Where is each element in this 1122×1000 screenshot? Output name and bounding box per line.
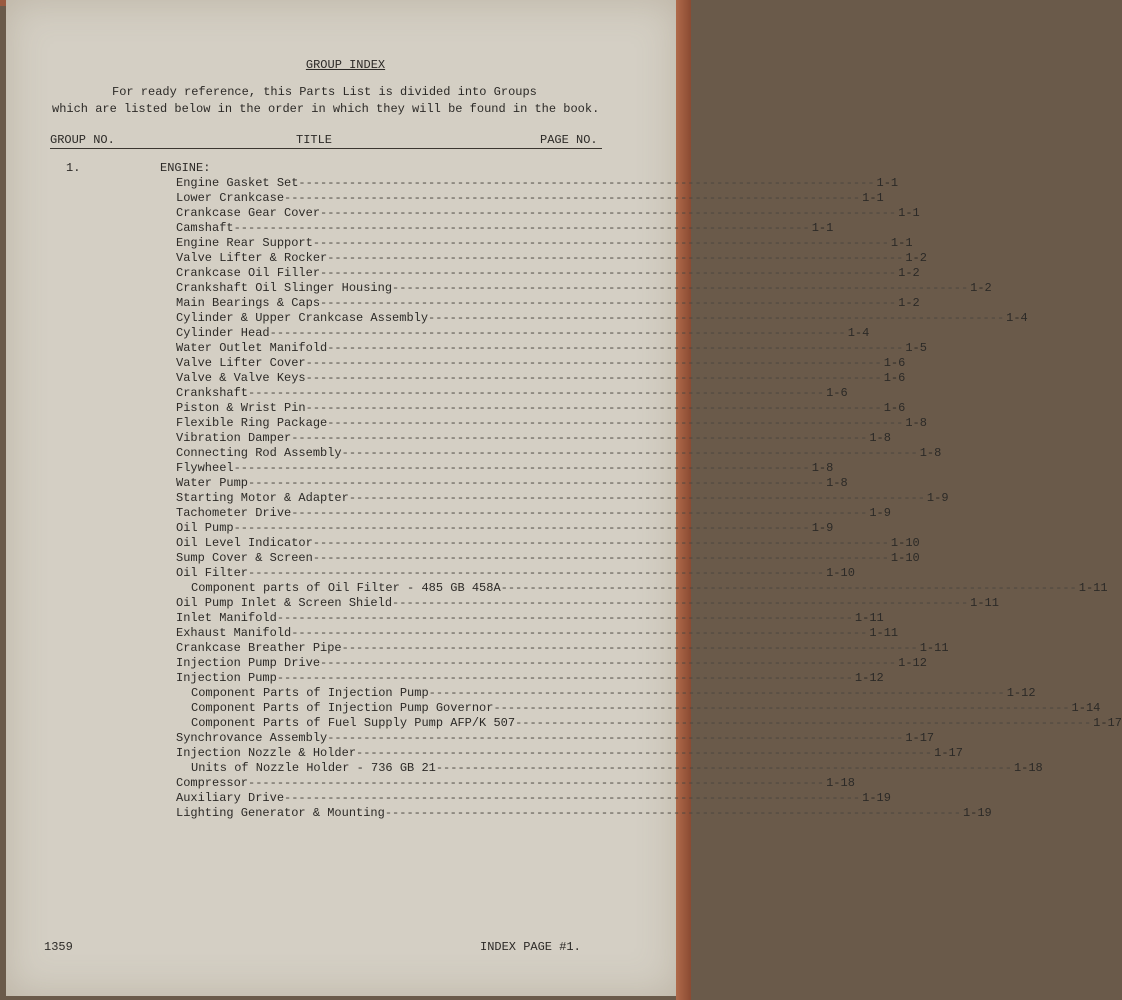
leader-dashes: --------------------------------------------------------------------------------	[291, 431, 868, 445]
leader-dashes: --------------------------------------------------------------------------------	[341, 641, 918, 655]
footer-index-page: INDEX PAGE #1.	[480, 940, 581, 954]
leader-dashes: --------------------------------------------------------------------------------	[269, 326, 846, 340]
index-entries	[176, 176, 1122, 821]
entry-title: Oil Filter	[176, 566, 249, 580]
leader-dashes: --------------------------------------------------------------------------------	[348, 491, 925, 505]
entry-page: 1-10	[890, 536, 920, 550]
leader-dashes: --------------------------------------------------------------------------------	[276, 671, 853, 685]
entry-page: 1-1	[898, 206, 920, 220]
entry-page: 1-4	[847, 326, 870, 340]
leader-dashes: --------------------------------------------------------------------------------	[312, 236, 889, 250]
entry-title: Oil Pump	[176, 521, 234, 535]
entry-page: 1-10	[890, 551, 920, 565]
leader-dashes: --------------------------------------------------------------------------------	[276, 611, 853, 625]
leader-dashes: --------------------------------------------------------------------------------	[320, 206, 897, 220]
entry-page: 1-6	[883, 371, 906, 385]
intro-line-2: which are listed below in the order in which they will be found in the book.	[52, 102, 600, 116]
index-entry	[176, 506, 891, 521]
index-entry	[176, 431, 891, 446]
leader-dashes: --------------------------------------------------------------------------------	[500, 581, 1077, 595]
entry-title: Cylinder Head	[176, 326, 270, 340]
entry-page: 1-2	[898, 296, 920, 310]
index-entry	[176, 746, 963, 761]
leader-dashes: --------------------------------------------------------------------------------	[312, 551, 889, 565]
index-entry	[176, 761, 1043, 776]
entry-title: Exhaust Manifold	[176, 626, 292, 640]
index-entry	[176, 671, 884, 686]
index-entry	[176, 536, 920, 551]
entry-page: 1-12	[1006, 686, 1036, 700]
index-entry	[176, 581, 1108, 596]
entry-title: Inlet Manifold	[176, 611, 277, 625]
entry-title: Component Parts of Injection Pump Governor	[191, 701, 494, 715]
footer-doc-number: 1359	[44, 940, 73, 954]
index-entry	[176, 386, 848, 401]
entry-title: Water Pump	[176, 476, 249, 490]
entry-title: Engine Rear Support	[176, 236, 313, 250]
leader-dashes: --------------------------------------------------------------------------------	[305, 356, 882, 370]
entry-title: Synchrovance Assembly	[176, 731, 328, 745]
index-entry	[176, 311, 1028, 326]
header-title: TITLE	[296, 133, 333, 147]
leader-dashes: --------------------------------------------------------------------------------	[320, 266, 897, 280]
index-entry	[176, 566, 855, 581]
entry-page: 1-1	[811, 221, 834, 235]
entry-page: 1-18	[826, 776, 855, 790]
entry-title: Connecting Rod Assembly	[176, 446, 342, 460]
leader-dashes: --------------------------------------------------------------------------------	[428, 686, 1005, 700]
leader-dashes: --------------------------------------------------------------------------------	[305, 401, 882, 415]
index-entry	[176, 686, 1036, 701]
index-entry	[176, 176, 899, 191]
intro-line-1: For ready reference, this Parts List is divided into Groups	[112, 85, 537, 99]
leader-dashes: --------------------------------------------------------------------------------	[384, 806, 961, 820]
leader-dashes: --------------------------------------------------------------------------------	[305, 371, 882, 385]
entry-title: Vibration Damper	[176, 431, 292, 445]
entry-page: 1-11	[854, 611, 884, 625]
index-entry	[176, 251, 927, 266]
leader-dashes: --------------------------------------------------------------------------------	[515, 716, 1092, 730]
index-entry	[176, 356, 906, 371]
index-entry	[176, 296, 920, 311]
entry-page: 1-8	[905, 416, 927, 430]
leader-dashes: --------------------------------------------------------------------------------	[291, 626, 868, 640]
entry-page: 1-12	[898, 656, 927, 670]
entry-title: Valve Lifter Cover	[176, 356, 306, 370]
entry-page: 1-10	[826, 566, 855, 580]
leader-dashes: --------------------------------------------------------------------------------	[298, 176, 875, 190]
entry-title: Engine Gasket Set	[176, 176, 299, 190]
entry-page: 1-2	[970, 281, 992, 295]
entry-title: Oil Pump Inlet & Screen Shield	[176, 596, 393, 610]
entry-page: 1-5	[905, 341, 927, 355]
header-group-no: GROUP NO.	[50, 133, 115, 147]
entry-page: 1-17	[1093, 716, 1122, 730]
entry-title: Main Bearings & Caps	[176, 296, 321, 310]
leader-dashes: --------------------------------------------------------------------------------	[284, 791, 861, 805]
entry-page: 1-1	[876, 176, 899, 190]
entry-page: 1-8	[869, 431, 891, 445]
index-entry	[176, 476, 848, 491]
leader-dashes: --------------------------------------------------------------------------------	[233, 461, 810, 475]
index-entry	[176, 266, 920, 281]
entry-page: 1-19	[862, 791, 891, 805]
header-divider	[50, 148, 602, 149]
entry-title: Crankshaft Oil Slinger Housing	[176, 281, 393, 295]
entry-page: 1-17	[905, 731, 935, 745]
entry-title: Auxiliary Drive	[176, 791, 285, 805]
entry-page: 1-14	[1071, 701, 1101, 715]
leader-dashes: --------------------------------------------------------------------------------	[312, 536, 889, 550]
index-entry	[176, 716, 1122, 731]
leader-dashes: --------------------------------------------------------------------------------	[327, 416, 904, 430]
entry-page: 1-18	[1013, 761, 1043, 775]
index-entry	[176, 626, 899, 641]
entry-title: Piston & Wrist Pin	[176, 401, 306, 415]
entry-page: 1-6	[826, 386, 848, 400]
entry-title: Component Parts of Fuel Supply Pump AFP/K 507	[191, 716, 516, 730]
entry-title: Component parts of Oil Filter - 485 GB 458A	[191, 581, 501, 595]
index-entry	[176, 731, 935, 746]
entry-page: 1-19	[962, 806, 992, 820]
entry-page: 1-6	[883, 356, 906, 370]
entry-page: 1-17	[934, 746, 963, 760]
entry-title: Valve Lifter & Rocker	[176, 251, 328, 265]
index-entry	[176, 401, 906, 416]
entry-page: 1-1	[890, 236, 913, 250]
entry-page: 1-8	[811, 461, 834, 475]
index-entry	[176, 791, 891, 806]
entry-title: Crankcase Breather Pipe	[176, 641, 342, 655]
index-entry	[176, 521, 834, 536]
leader-dashes: --------------------------------------------------------------------------------	[233, 221, 810, 235]
entry-title: Injection Pump	[176, 671, 277, 685]
leader-dashes: --------------------------------------------------------------------------------	[392, 281, 969, 295]
entry-title: Camshaft	[176, 221, 234, 235]
entry-title: Lower Crankcase	[176, 191, 285, 205]
entry-page: 1-6	[883, 401, 906, 415]
index-entry	[176, 551, 920, 566]
index-entry	[176, 221, 834, 236]
leader-dashes: --------------------------------------------------------------------------------	[327, 731, 904, 745]
entry-title: Oil Level Indicator	[176, 536, 313, 550]
index-entry	[176, 701, 1101, 716]
entry-title: Crankcase Gear Cover	[176, 206, 321, 220]
leader-dashes: --------------------------------------------------------------------------------	[320, 656, 897, 670]
page-title: GROUP INDEX	[305, 58, 386, 72]
index-entry	[176, 281, 992, 296]
entry-title: Sump Cover & Screen	[176, 551, 313, 565]
entry-title: Compressor	[176, 776, 249, 790]
leader-dashes: --------------------------------------------------------------------------------	[291, 506, 868, 520]
entry-page: 1-12	[854, 671, 884, 685]
entry-page: 1-2	[905, 251, 927, 265]
index-entry	[176, 236, 913, 251]
leader-dashes: --------------------------------------------------------------------------------	[248, 776, 825, 790]
leader-dashes: --------------------------------------------------------------------------------	[327, 341, 904, 355]
entry-title: Crankshaft	[176, 386, 249, 400]
leader-dashes: --------------------------------------------------------------------------------	[233, 521, 810, 535]
leader-dashes: --------------------------------------------------------------------------------	[248, 566, 825, 580]
leader-dashes: --------------------------------------------------------------------------------	[320, 296, 897, 310]
entry-title: Lighting Generator & Mounting	[176, 806, 385, 820]
leader-dashes: --------------------------------------------------------------------------------	[435, 761, 1012, 775]
index-entry	[176, 341, 927, 356]
entry-title: Component Parts of Injection Pump	[191, 686, 429, 700]
entry-title: Injection Nozzle & Holder	[176, 746, 357, 760]
group-number: 1.	[66, 161, 81, 175]
index-entry	[176, 641, 949, 656]
index-entry	[176, 656, 927, 671]
entry-page: 1-4	[1006, 311, 1028, 325]
leader-dashes: --------------------------------------------------------------------------------	[493, 701, 1070, 715]
index-entry	[176, 446, 942, 461]
leader-dashes: --------------------------------------------------------------------------------	[392, 596, 969, 610]
entry-page: 1-1	[862, 191, 884, 205]
index-entry	[176, 326, 870, 341]
entry-title: Starting Motor & Adapter	[176, 491, 349, 505]
entry-title: Units of Nozzle Holder - 736 GB 21	[191, 761, 436, 775]
entry-title: Crankcase Oil Filler	[176, 266, 321, 280]
entry-page: 1-8	[919, 446, 942, 460]
leader-dashes: --------------------------------------------------------------------------------	[327, 251, 904, 265]
leader-dashes: --------------------------------------------------------------------------------	[428, 311, 1005, 325]
index-entry	[176, 611, 884, 626]
index-entry	[176, 371, 906, 386]
group-name: ENGINE:	[160, 161, 211, 175]
index-entry	[176, 191, 884, 206]
leader-dashes: --------------------------------------------------------------------------------	[356, 746, 933, 760]
index-entry	[176, 491, 949, 506]
entry-title: Flexible Ring Package	[176, 416, 328, 430]
entry-title: Flywheel	[176, 461, 234, 475]
entry-title: Injection Pump Drive	[176, 656, 321, 670]
entry-page: 1-2	[898, 266, 920, 280]
index-entry	[176, 776, 855, 791]
entry-page: 1-11	[1078, 581, 1108, 595]
entry-page: 1-9	[811, 521, 834, 535]
header-page-no: PAGE NO.	[540, 133, 598, 147]
entry-page: 1-9	[926, 491, 949, 505]
entry-title: Tachometer Drive	[176, 506, 292, 520]
entry-title: Valve & Valve Keys	[176, 371, 306, 385]
entry-page: 1-11	[919, 641, 949, 655]
entry-page: 1-9	[869, 506, 891, 520]
leader-dashes: --------------------------------------------------------------------------------	[341, 446, 918, 460]
leader-dashes: --------------------------------------------------------------------------------	[284, 191, 861, 205]
leader-dashes: --------------------------------------------------------------------------------	[248, 476, 825, 490]
leader-dashes: --------------------------------------------------------------------------------	[248, 386, 825, 400]
entry-title: Water Outlet Manifold	[176, 341, 328, 355]
entry-page: 1-11	[869, 626, 899, 640]
index-entry	[176, 416, 927, 431]
index-entry	[176, 596, 999, 611]
index-entry	[176, 461, 834, 476]
index-entry	[176, 806, 992, 821]
entry-page: 1-8	[826, 476, 848, 490]
entry-title: Cylinder & Upper Crankcase Assembly	[176, 311, 429, 325]
index-entry	[176, 206, 920, 221]
entry-page: 1-11	[970, 596, 999, 610]
